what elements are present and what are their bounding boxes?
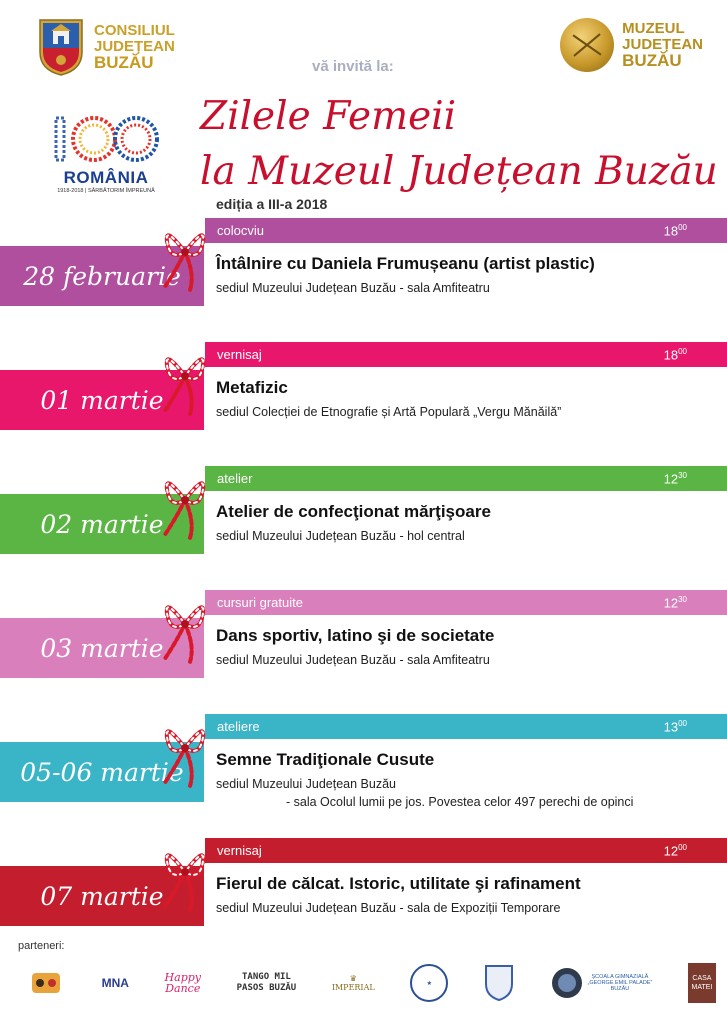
event-category: vernisaj (217, 347, 262, 362)
event-location: sediul Colecției de Etnografie și Artă Populară „Vergu Mănăilă” (216, 405, 562, 419)
event-time-hour: 18 (663, 347, 679, 363)
event-category: atelier (217, 471, 253, 486)
event-location: sediul Muzeului Județean Buzău - sala Amfiteatru (216, 281, 490, 295)
event-date: 28 februarie (0, 246, 204, 306)
martisor-bow-icon (150, 336, 220, 416)
martisor-bow-icon (150, 832, 220, 912)
casa-matei-logo: CASA MATEI (688, 963, 716, 1003)
page-title-line2: la Muzeul Județean Buzău (200, 149, 718, 194)
event-title: Dans sportiv, latino şi de societate (216, 626, 495, 645)
event-block (0, 838, 727, 938)
event-title: Fierul de călcat. Istoric, utilitate şi rafinament (216, 874, 581, 893)
agriculture-museum-logo: MNA (101, 976, 129, 990)
event-date: 01 martie (0, 370, 204, 430)
invite-text: vă invită la: (312, 58, 394, 75)
event-category-bar (205, 342, 727, 367)
partners-label: parteneri: (18, 940, 65, 952)
shield-badge-logo (484, 961, 514, 1005)
partners-strip (26, 958, 716, 1008)
event-block (0, 714, 727, 814)
martisor-bow-icon (150, 212, 220, 292)
county-museum-logo (560, 18, 703, 72)
tango-logo: TANGO MIL PASOS BUZĂU (236, 972, 297, 993)
event-block (0, 218, 727, 318)
event-date: 05-06 martie (0, 742, 204, 802)
event-category: ateliere (217, 719, 260, 734)
event-category-bar (205, 466, 727, 491)
event-time-minutes: 00 (678, 222, 687, 232)
event-time-minutes: 30 (678, 594, 687, 604)
city-word: BUZĂU (94, 53, 154, 72)
event-time (664, 843, 687, 858)
council-word: CONSILIUL (94, 22, 175, 39)
event-time-hour: 12 (663, 843, 679, 859)
school-globe-logo: ȘCOALA GIMNAZIALĂ „GEORGE EMIL PALADE” BUZĂU (550, 961, 653, 1005)
event-location-detail: - sala Ocolul lumii pe jos. Povestea celor 497 perechi de opinci (286, 795, 634, 809)
event-location: sediul Muzeului Județean Buzău (216, 777, 396, 791)
centenary-number: 100 (52, 112, 54, 113)
event-title: Întâlnire cu Daniela Frumușeanu (artist plastic) (216, 254, 595, 273)
event-time (664, 223, 687, 238)
event-date: 02 martie (0, 494, 204, 554)
edition-label: ediția a III-a 2018 (216, 196, 328, 212)
event-title: Semne Tradiţionale Cusute (216, 750, 435, 769)
martisor-bow-icon (150, 584, 220, 664)
centenary-word: ROMÂNIA (63, 168, 149, 187)
event-category-bar (205, 218, 727, 243)
event-location: sediul Muzeului Județean Buzău - sala de Expoziții Temporare (216, 901, 561, 915)
event-title: Atelier de confecţionat mărţişoare (216, 502, 491, 521)
event-time-minutes: 00 (678, 346, 687, 356)
county-word: JUDEȚEAN (94, 38, 175, 55)
event-time-minutes: 00 (678, 718, 687, 728)
event-time-hour: 12 (663, 471, 679, 487)
event-category: cursuri gratuite (217, 595, 303, 610)
event-category-bar (205, 838, 727, 863)
event-time-minutes: 30 (678, 470, 687, 480)
event-date: 07 martie (0, 866, 204, 926)
event-category: vernisaj (217, 843, 262, 858)
event-time (664, 347, 687, 362)
imperial-crown-logo: ♛ IMPERIAL (331, 974, 375, 992)
county-council-logo (38, 18, 175, 76)
art-school-logo (26, 961, 66, 1005)
centenary-subtitle: 1918-2018 | SĂRBĂTORIM ÎMPREUNĂ (57, 188, 155, 194)
event-date: 03 martie (0, 618, 204, 678)
event-category: colocviu (217, 223, 264, 238)
event-time-hour: 12 (663, 595, 679, 611)
round-badge-logo: ★ (410, 961, 448, 1005)
event-location: sediul Muzeului Județean Buzău - sala Amfiteatru (216, 653, 490, 667)
county-council-name (94, 23, 175, 71)
centenary-logo (52, 112, 160, 194)
event-location: sediul Muzeului Județean Buzău - hol central (216, 529, 465, 543)
page-title-line1: Zilele Femeii (200, 94, 457, 139)
city-word: BUZĂU (622, 51, 682, 70)
county-word: JUDEȚEAN (622, 36, 703, 53)
event-time (664, 719, 687, 734)
happy-dance-logo: Happy Dance (164, 971, 201, 995)
martisor-bow-icon (150, 460, 220, 540)
county-crest-icon (38, 18, 84, 76)
event-time (664, 471, 687, 486)
event-block (0, 342, 727, 442)
event-block (0, 466, 727, 566)
martisor-bow-icon (150, 708, 220, 788)
museum-word: MUZEUL (622, 20, 685, 37)
event-time-hour: 13 (663, 719, 679, 735)
event-category-bar (205, 590, 727, 615)
event-time (664, 595, 687, 610)
county-museum-name (622, 21, 703, 69)
museum-gold-disc-icon (560, 18, 614, 72)
centenary-100-icon (52, 112, 160, 166)
event-time-minutes: 00 (678, 842, 687, 852)
event-category-bar (205, 714, 727, 739)
event-block (0, 590, 727, 690)
event-time-hour: 18 (663, 223, 679, 239)
event-title: Metafizic (216, 378, 288, 397)
